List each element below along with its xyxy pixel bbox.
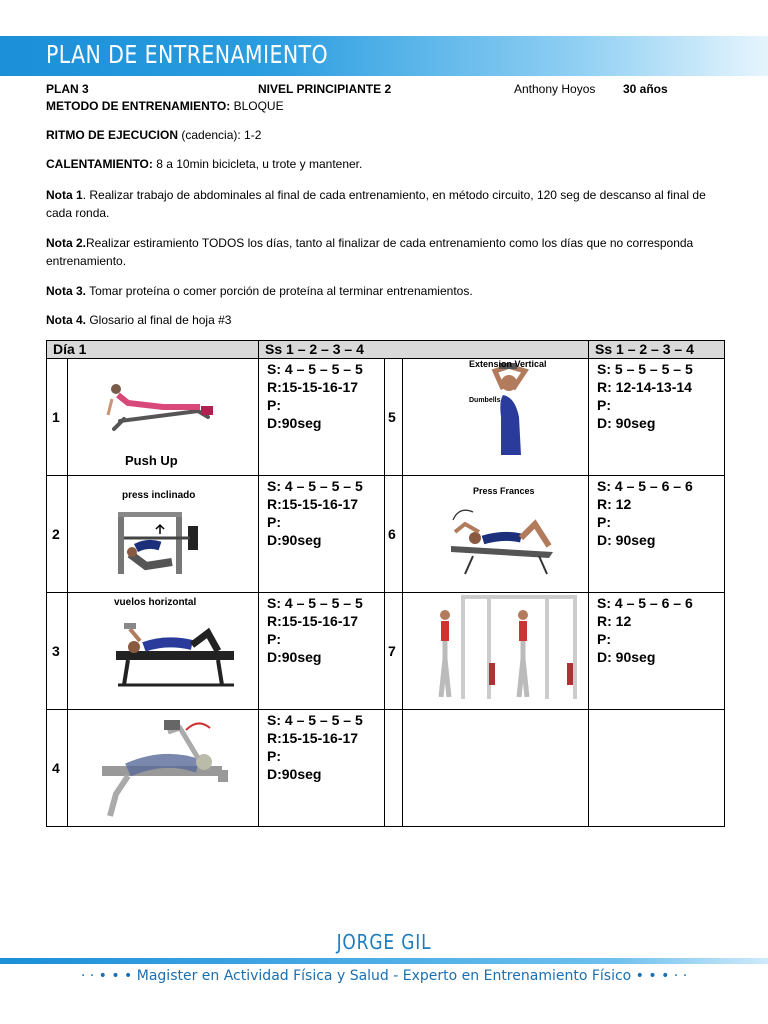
extension-illustration bbox=[403, 359, 589, 470]
method-value: BLOQUE bbox=[233, 99, 284, 113]
exercise-spec bbox=[589, 593, 725, 710]
exercise-spec bbox=[589, 476, 725, 593]
exercise-label: Extension Vertical bbox=[469, 359, 547, 369]
warmup-value: 8 a 10min bicicleta, u trote y mantener. bbox=[156, 157, 363, 171]
pause: P: bbox=[267, 631, 281, 647]
exercise-spec bbox=[259, 476, 385, 593]
note-4 bbox=[46, 311, 722, 329]
reps: R:15-15-16-17 bbox=[267, 613, 359, 629]
empty-cell bbox=[403, 710, 589, 827]
exercise-image-press-inclinado bbox=[68, 476, 259, 593]
sets: S: 4 – 5 – 6 – 6 bbox=[597, 595, 693, 611]
table-row bbox=[47, 710, 725, 827]
sets: S: 4 – 5 – 5 – 5 bbox=[267, 361, 363, 377]
exercise-number: 7 bbox=[385, 593, 403, 710]
reps: R:15-15-16-17 bbox=[267, 730, 359, 746]
note-label: Nota 1 bbox=[46, 188, 83, 202]
reps: R: 12-14-13-14 bbox=[597, 379, 692, 395]
table-row bbox=[47, 593, 725, 710]
level: NIVEL PRINCIPIANTE 2 bbox=[258, 82, 392, 96]
exercise-image-push-up bbox=[68, 359, 259, 476]
sets-header-left: Ss 1 – 2 – 3 – 4 bbox=[259, 341, 589, 359]
exercise-number: 5 bbox=[385, 359, 403, 476]
footer-tagline: · · • • • Magister en Actividad Física y Salud - Experto en Entrenamiento Físico • • • · · bbox=[80, 968, 688, 984]
pause: P: bbox=[597, 514, 612, 530]
empty-cell bbox=[589, 710, 725, 827]
sets: S: 5 – 5 – 5 – 5 bbox=[597, 361, 693, 377]
empty-cell bbox=[385, 710, 403, 827]
sets: S: 4 – 5 – 5 – 5 bbox=[267, 712, 363, 728]
table-header-row bbox=[47, 341, 725, 359]
header-band bbox=[0, 36, 768, 76]
exercise-label: Press Frances bbox=[473, 486, 535, 496]
exercise-number: 3 bbox=[47, 593, 68, 710]
pause: P: bbox=[267, 397, 281, 413]
note-3 bbox=[46, 282, 722, 300]
table-row bbox=[47, 476, 725, 593]
note-text: Glosario al final de hoja #3 bbox=[86, 313, 232, 327]
athlete-age: 30 años bbox=[623, 82, 668, 96]
exercise-image-vuelos-horizontal bbox=[68, 593, 259, 710]
sets: S: 4 – 5 – 6 – 6 bbox=[597, 478, 693, 494]
pause: P: bbox=[597, 631, 612, 647]
rest: D:90seg bbox=[267, 766, 322, 782]
exercise-image-cable-pushdown bbox=[403, 593, 589, 710]
method-label: METODO DE ENTRENAMIENTO: bbox=[46, 99, 231, 113]
exercise-spec bbox=[259, 359, 385, 476]
rest: D:90seg bbox=[267, 649, 322, 665]
rhythm-line bbox=[46, 126, 261, 144]
workout-table bbox=[46, 340, 725, 827]
note-2 bbox=[46, 234, 722, 270]
pause: P: bbox=[597, 397, 612, 413]
day-header: Día 1 bbox=[47, 341, 259, 359]
note-label: Nota 4. bbox=[46, 313, 87, 327]
footer-brand: JORGE GIL bbox=[336, 930, 432, 954]
exercise-image-dumbbell-pullover bbox=[68, 710, 259, 827]
pullover-illustration bbox=[68, 710, 258, 821]
rhythm-value: (cadencia): 1-2 bbox=[181, 128, 262, 142]
sets: S: 4 – 5 – 5 – 5 bbox=[267, 595, 363, 611]
page-title: PLAN DE ENTRENAMIENTO bbox=[46, 40, 329, 69]
rest: D: 90seg bbox=[597, 532, 656, 548]
table-row bbox=[47, 359, 725, 476]
warmup-line bbox=[46, 155, 362, 173]
exercise-label: press inclinado bbox=[122, 490, 196, 501]
sets: S: 4 – 5 – 5 – 5 bbox=[267, 478, 363, 494]
rhythm-label: RITMO DE EJECUCION bbox=[46, 128, 179, 142]
warmup-label: CALENTAMIENTO: bbox=[46, 157, 153, 171]
pause: P: bbox=[267, 514, 281, 530]
exercise-spec bbox=[259, 710, 385, 827]
exercise-sublabel: Dumbells bbox=[469, 397, 501, 404]
exercise-image-press-frances bbox=[403, 476, 589, 593]
reps: R: 12 bbox=[597, 496, 632, 512]
note-text: Realizar estiramiento TODOS los días, tanto al finalizar de cada entrenamiento como los días que no corresponda entrenamiento. bbox=[46, 236, 694, 268]
exercise-label: Push Up bbox=[125, 453, 178, 468]
reps: R:15-15-16-17 bbox=[267, 496, 359, 512]
exercise-number: 2 bbox=[47, 476, 68, 593]
exercise-image-extension-vertical bbox=[403, 359, 589, 476]
rest: D:90seg bbox=[267, 532, 322, 548]
exercise-spec bbox=[589, 359, 725, 476]
note-label: Nota 3. bbox=[46, 284, 87, 298]
reps: R:15-15-16-17 bbox=[267, 379, 359, 395]
cable-pushdown-illustration bbox=[403, 593, 589, 704]
exercise-number: 1 bbox=[47, 359, 68, 476]
exercise-number: 6 bbox=[385, 476, 403, 593]
note-1 bbox=[46, 186, 722, 222]
rest: D: 90seg bbox=[597, 415, 656, 431]
footer-divider bbox=[0, 958, 768, 964]
exercise-number: 4 bbox=[47, 710, 68, 827]
exercise-label: vuelos horizontal bbox=[114, 597, 197, 608]
athlete-name: Anthony Hoyos bbox=[514, 82, 596, 96]
rest: D: 90seg bbox=[597, 649, 656, 665]
exercise-spec bbox=[259, 593, 385, 710]
note-text: Tomar proteína o comer porción de proteína al terminar entrenamientos. bbox=[86, 284, 473, 298]
method-line bbox=[46, 97, 284, 115]
note-text: . Realizar trabajo de abdominales al final de cada entrenamiento, en método circuito, 120 seg de descanso al final de cada ronda. bbox=[46, 188, 706, 220]
reps: R: 12 bbox=[597, 613, 632, 629]
vuelos-horizontal-illustration bbox=[68, 593, 258, 704]
sets-header-right: Ss 1 – 2 – 3 – 4 bbox=[589, 341, 725, 359]
note-label: Nota 2. bbox=[46, 236, 87, 250]
pause: P: bbox=[267, 748, 281, 764]
plan-number: PLAN 3 bbox=[46, 82, 89, 96]
rest: D:90seg bbox=[267, 415, 322, 431]
